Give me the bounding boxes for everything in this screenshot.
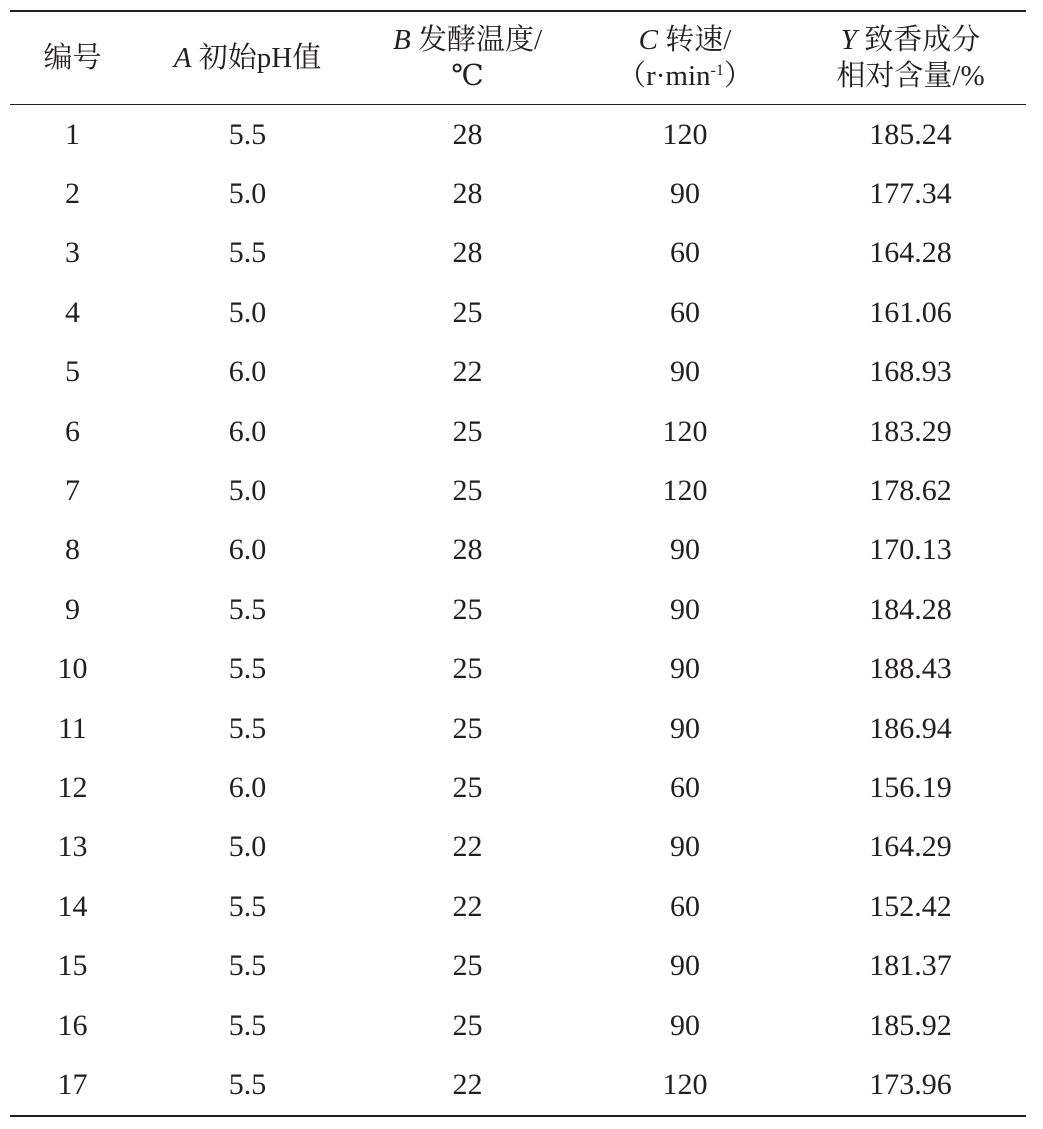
cell-rotation-speed: 60: [670, 770, 700, 804]
cell-number: 3: [65, 236, 80, 270]
cell-fermentation-temp: 22: [452, 1067, 483, 1101]
cell-number: 12: [57, 770, 88, 804]
cell-fermentation-temp: 25: [452, 711, 483, 745]
table-row: [10, 343, 1026, 402]
cell-initial-ph: 5.5: [228, 592, 267, 626]
cell-aroma-content: 188.43: [869, 652, 952, 686]
cell-aroma-content: 177.34: [869, 177, 952, 211]
cell-rotation-speed: 90: [670, 949, 700, 983]
cell-initial-ph: 6.0: [228, 414, 267, 448]
cell-initial-ph: 5.5: [228, 949, 267, 983]
cell-initial-ph: 5.5: [228, 652, 267, 686]
cell-rotation-speed: 120: [662, 117, 708, 151]
cell-aroma-content: 173.96: [869, 1067, 952, 1101]
header-aroma-content-line1: [795, 22, 1026, 58]
cell-aroma-content: 156.19: [869, 770, 952, 804]
cell-aroma-content: 185.92: [869, 1008, 952, 1042]
cell-aroma-content: 186.94: [869, 711, 952, 745]
cell-number: 7: [65, 474, 80, 508]
cell-fermentation-temp: 25: [452, 295, 483, 329]
cell-initial-ph: 6.0: [228, 533, 267, 567]
header-fermentation-temp: [360, 11, 575, 105]
cell-rotation-speed: 90: [670, 711, 700, 745]
table-row: [10, 996, 1026, 1055]
cell-rotation-speed: 90: [670, 1008, 700, 1042]
factor-a-symbol: A: [173, 42, 192, 74]
header-initial-ph: [135, 11, 360, 105]
header-fermentation-temp-line1: [360, 22, 575, 58]
cell-initial-ph: 5.5: [228, 236, 267, 270]
cell-number: 11: [58, 711, 87, 745]
cell-aroma-content: 168.93: [869, 355, 952, 389]
table-row: [10, 758, 1026, 817]
cell-initial-ph: 5.0: [228, 295, 267, 329]
cell-initial-ph: 5.5: [228, 1008, 267, 1042]
cell-number: 8: [65, 533, 80, 567]
cell-number: 5: [65, 355, 80, 389]
cell-initial-ph: 5.5: [228, 711, 267, 745]
cell-aroma-content: 181.37: [869, 949, 952, 983]
cell-fermentation-temp: 22: [452, 830, 483, 864]
header-fermentation-temp-unit: ℃: [451, 60, 484, 92]
cell-fermentation-temp: 25: [452, 770, 483, 804]
header-rotation-speed-label: 转速/: [665, 24, 732, 56]
cell-fermentation-temp: 28: [452, 533, 483, 567]
header-initial-ph-label: 初始pH值: [198, 42, 322, 74]
table-row: [10, 580, 1026, 639]
header-fermentation-temp-label: 发酵温度/: [417, 24, 543, 56]
header-rotation-speed-unit: [575, 58, 795, 94]
cell-rotation-speed: 120: [662, 474, 708, 508]
table-header: [10, 11, 1026, 105]
data-table-container: [10, 10, 1026, 1117]
cell-fermentation-temp: 25: [452, 949, 483, 983]
cell-fermentation-temp: 25: [452, 592, 483, 626]
cell-initial-ph: 5.0: [228, 474, 267, 508]
cell-fermentation-temp: 25: [452, 414, 483, 448]
cell-number: 14: [57, 889, 88, 923]
cell-fermentation-temp: 25: [452, 652, 483, 686]
table-row: [10, 699, 1026, 758]
cell-number: 4: [65, 295, 80, 329]
cell-fermentation-temp: 22: [452, 889, 483, 923]
response-y-symbol: Y: [840, 24, 857, 56]
header-rotation-speed-line1: [575, 22, 795, 58]
cell-number: 10: [57, 652, 88, 686]
table-row: [10, 640, 1026, 699]
cell-rotation-speed: 90: [670, 592, 700, 626]
header-row: [10, 11, 1026, 105]
header-rotation-speed: [575, 11, 795, 105]
table-row: [10, 818, 1026, 877]
cell-rotation-speed: 90: [670, 830, 700, 864]
header-aroma-content-label: 致香成分: [864, 24, 981, 56]
cell-fermentation-temp: 28: [452, 236, 483, 270]
cell-aroma-content: 164.29: [869, 830, 952, 864]
cell-rotation-speed: 120: [662, 414, 708, 448]
cell-rotation-speed: 90: [670, 177, 700, 211]
table-body: [10, 105, 1026, 1116]
cell-initial-ph: 5.5: [228, 1067, 267, 1101]
cell-initial-ph: 6.0: [228, 770, 267, 804]
cell-number: 6: [65, 414, 80, 448]
table-row: [10, 402, 1026, 461]
cell-fermentation-temp: 25: [452, 474, 483, 508]
cell-aroma-content: 178.62: [869, 474, 952, 508]
header-aroma-content-unit: 相对含量/%: [836, 60, 985, 92]
cell-aroma-content: 183.29: [869, 414, 952, 448]
cell-rotation-speed: 90: [670, 355, 700, 389]
rotation-unit-close: ）: [723, 60, 753, 92]
cell-fermentation-temp: 25: [452, 1008, 483, 1042]
table-row: [10, 521, 1026, 580]
cell-fermentation-temp: 28: [452, 117, 483, 151]
cell-rotation-speed: 60: [670, 295, 700, 329]
table-row: [10, 164, 1026, 223]
cell-aroma-content: 184.28: [869, 592, 952, 626]
cell-fermentation-temp: 22: [452, 355, 483, 389]
table-row: [10, 877, 1026, 936]
table-row: [10, 105, 1026, 165]
cell-initial-ph: 5.5: [228, 889, 267, 923]
cell-initial-ph: 5.5: [228, 117, 267, 151]
cell-number: 1: [65, 117, 80, 151]
table-row: [10, 1055, 1026, 1115]
cell-number: 9: [65, 592, 80, 626]
header-number: [10, 11, 135, 105]
cell-aroma-content: 152.42: [869, 889, 952, 923]
cell-initial-ph: 6.0: [228, 355, 267, 389]
cell-rotation-speed: 60: [670, 889, 700, 923]
cell-initial-ph: 5.0: [228, 177, 267, 211]
rotation-unit-exponent: -1: [710, 62, 724, 79]
factor-c-symbol: C: [638, 24, 659, 56]
factor-b-symbol: B: [392, 24, 411, 56]
cell-number: 17: [57, 1067, 88, 1101]
table-row: [10, 936, 1026, 995]
cell-rotation-speed: 90: [670, 533, 700, 567]
cell-fermentation-temp: 28: [452, 177, 483, 211]
experiment-results-table: [10, 10, 1026, 1117]
cell-rotation-speed: 60: [670, 236, 700, 270]
cell-aroma-content: 170.13: [869, 533, 952, 567]
table-row: [10, 283, 1026, 342]
cell-number: 2: [65, 177, 80, 211]
rotation-unit-main: （r·min: [617, 60, 711, 92]
cell-number: 15: [57, 949, 88, 983]
cell-aroma-content: 161.06: [869, 295, 952, 329]
cell-initial-ph: 5.0: [228, 830, 267, 864]
cell-number: 16: [57, 1008, 88, 1042]
cell-number: 13: [57, 830, 88, 864]
cell-rotation-speed: 90: [670, 652, 700, 686]
cell-aroma-content: 185.24: [869, 117, 952, 151]
cell-rotation-speed: 120: [662, 1067, 708, 1101]
table-row: [10, 461, 1026, 520]
table-row: [10, 224, 1026, 283]
header-number-label: 编号: [43, 42, 102, 74]
cell-aroma-content: 164.28: [869, 236, 952, 270]
header-aroma-content: [795, 11, 1026, 105]
